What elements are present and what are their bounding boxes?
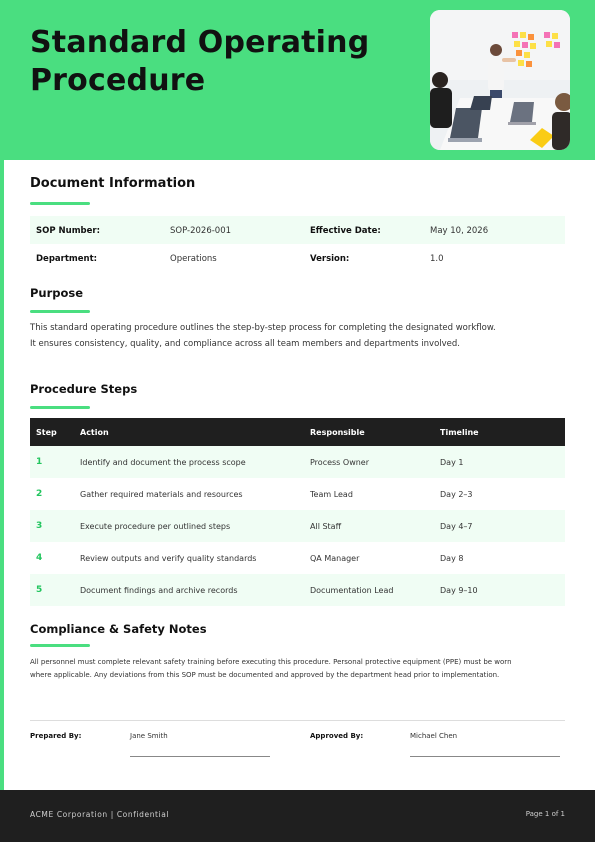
department-value: Operations: [170, 254, 217, 264]
prepared-signature-line: [130, 756, 270, 757]
compliance-underline: [30, 644, 90, 647]
step-timeline: Day 1: [440, 458, 464, 467]
step-number: 3: [36, 521, 43, 531]
compliance-heading: Compliance & Safety Notes: [30, 622, 207, 636]
sop-number-label: SOP Number:: [36, 226, 100, 236]
step-action: Execute procedure per outlined steps: [80, 522, 231, 531]
title-line-2: Procedure: [30, 63, 206, 98]
steps-table-header: [30, 418, 565, 446]
doc-info-table: [30, 216, 565, 272]
step-action: Gather required materials and resources: [80, 490, 243, 499]
title-line-1: Standard Operating: [30, 25, 370, 60]
step-action: Document findings and archive records: [80, 586, 238, 595]
prepared-by-name: Jane Smith: [130, 732, 168, 740]
prepared-by-label: Prepared By:: [30, 732, 82, 740]
office-meeting-image: [430, 10, 570, 150]
approved-by-label: Approved By:: [310, 732, 364, 740]
purpose-text: [30, 320, 565, 352]
step-number: 1: [36, 457, 43, 467]
step-responsible: QA Manager: [310, 554, 360, 563]
col-action: Action: [80, 428, 109, 437]
version-value: 1.0: [430, 254, 444, 264]
doc-info-underline: [30, 202, 90, 205]
header-photo: [430, 10, 570, 150]
purpose-line-1: This standard operating procedure outlines the step-by-step process for completing the designated workflow.: [30, 323, 496, 333]
approved-signature-line: [410, 756, 560, 757]
step-action: Identify and document the process scope: [80, 458, 246, 467]
col-responsible: Responsible: [310, 428, 365, 437]
table-row: [30, 510, 565, 542]
doc-info-heading: Document Information: [30, 176, 196, 191]
step-timeline: Day 9–10: [440, 586, 478, 595]
steps-heading: Procedure Steps: [30, 382, 138, 396]
col-step: Step: [36, 428, 57, 437]
sop-number-value: SOP-2026-001: [170, 226, 232, 236]
step-timeline: Day 4–7: [440, 522, 473, 531]
step-timeline: Day 8: [440, 554, 464, 563]
step-responsible: Documentation Lead: [310, 586, 394, 595]
page-footer: [0, 790, 595, 842]
signature-divider: [30, 720, 565, 721]
step-number: 2: [36, 489, 43, 499]
info-row: [30, 216, 565, 244]
header-banner: [0, 0, 595, 160]
compliance-line-1: All personnel must complete relevant safety training before executing this procedure. Personal protective equipment (PPE) must be worn: [30, 658, 512, 666]
page-title: [30, 24, 410, 100]
step-number: 5: [36, 585, 43, 595]
table-row: [30, 574, 565, 606]
purpose-heading: Purpose: [30, 286, 84, 300]
step-responsible: Team Lead: [310, 490, 353, 499]
col-timeline: Timeline: [440, 428, 479, 437]
step-number: 4: [36, 553, 43, 563]
step-responsible: All Staff: [310, 522, 342, 531]
step-responsible: Process Owner: [310, 458, 370, 467]
purpose-line-2: It ensures consistency, quality, and compliance across all team members and departments involved.: [30, 339, 461, 349]
info-row: [30, 244, 565, 272]
effective-date-value: May 10, 2026: [430, 226, 489, 236]
version-label: Version:: [310, 254, 350, 264]
footer-company: ACME Corporation | Confidential: [30, 810, 170, 819]
table-row: [30, 478, 565, 510]
approved-by-name: Michael Chen: [410, 732, 458, 740]
compliance-line-2: where applicable. Any deviations from this SOP must be documented and approved by the department head prior to implementation.: [30, 671, 500, 679]
compliance-text: [30, 656, 565, 682]
department-label: Department:: [36, 254, 98, 264]
step-timeline: Day 2–3: [440, 490, 473, 499]
step-action: Review outputs and verify quality standards: [80, 554, 257, 563]
effective-date-label: Effective Date:: [310, 226, 381, 236]
steps-underline: [30, 406, 90, 409]
purpose-underline: [30, 310, 90, 313]
table-row: [30, 542, 565, 574]
steps-table: [30, 418, 565, 606]
accent-sidebar-bar: [0, 160, 4, 790]
footer-page-number: Page 1 of 1: [525, 810, 565, 818]
table-row: [30, 446, 565, 478]
